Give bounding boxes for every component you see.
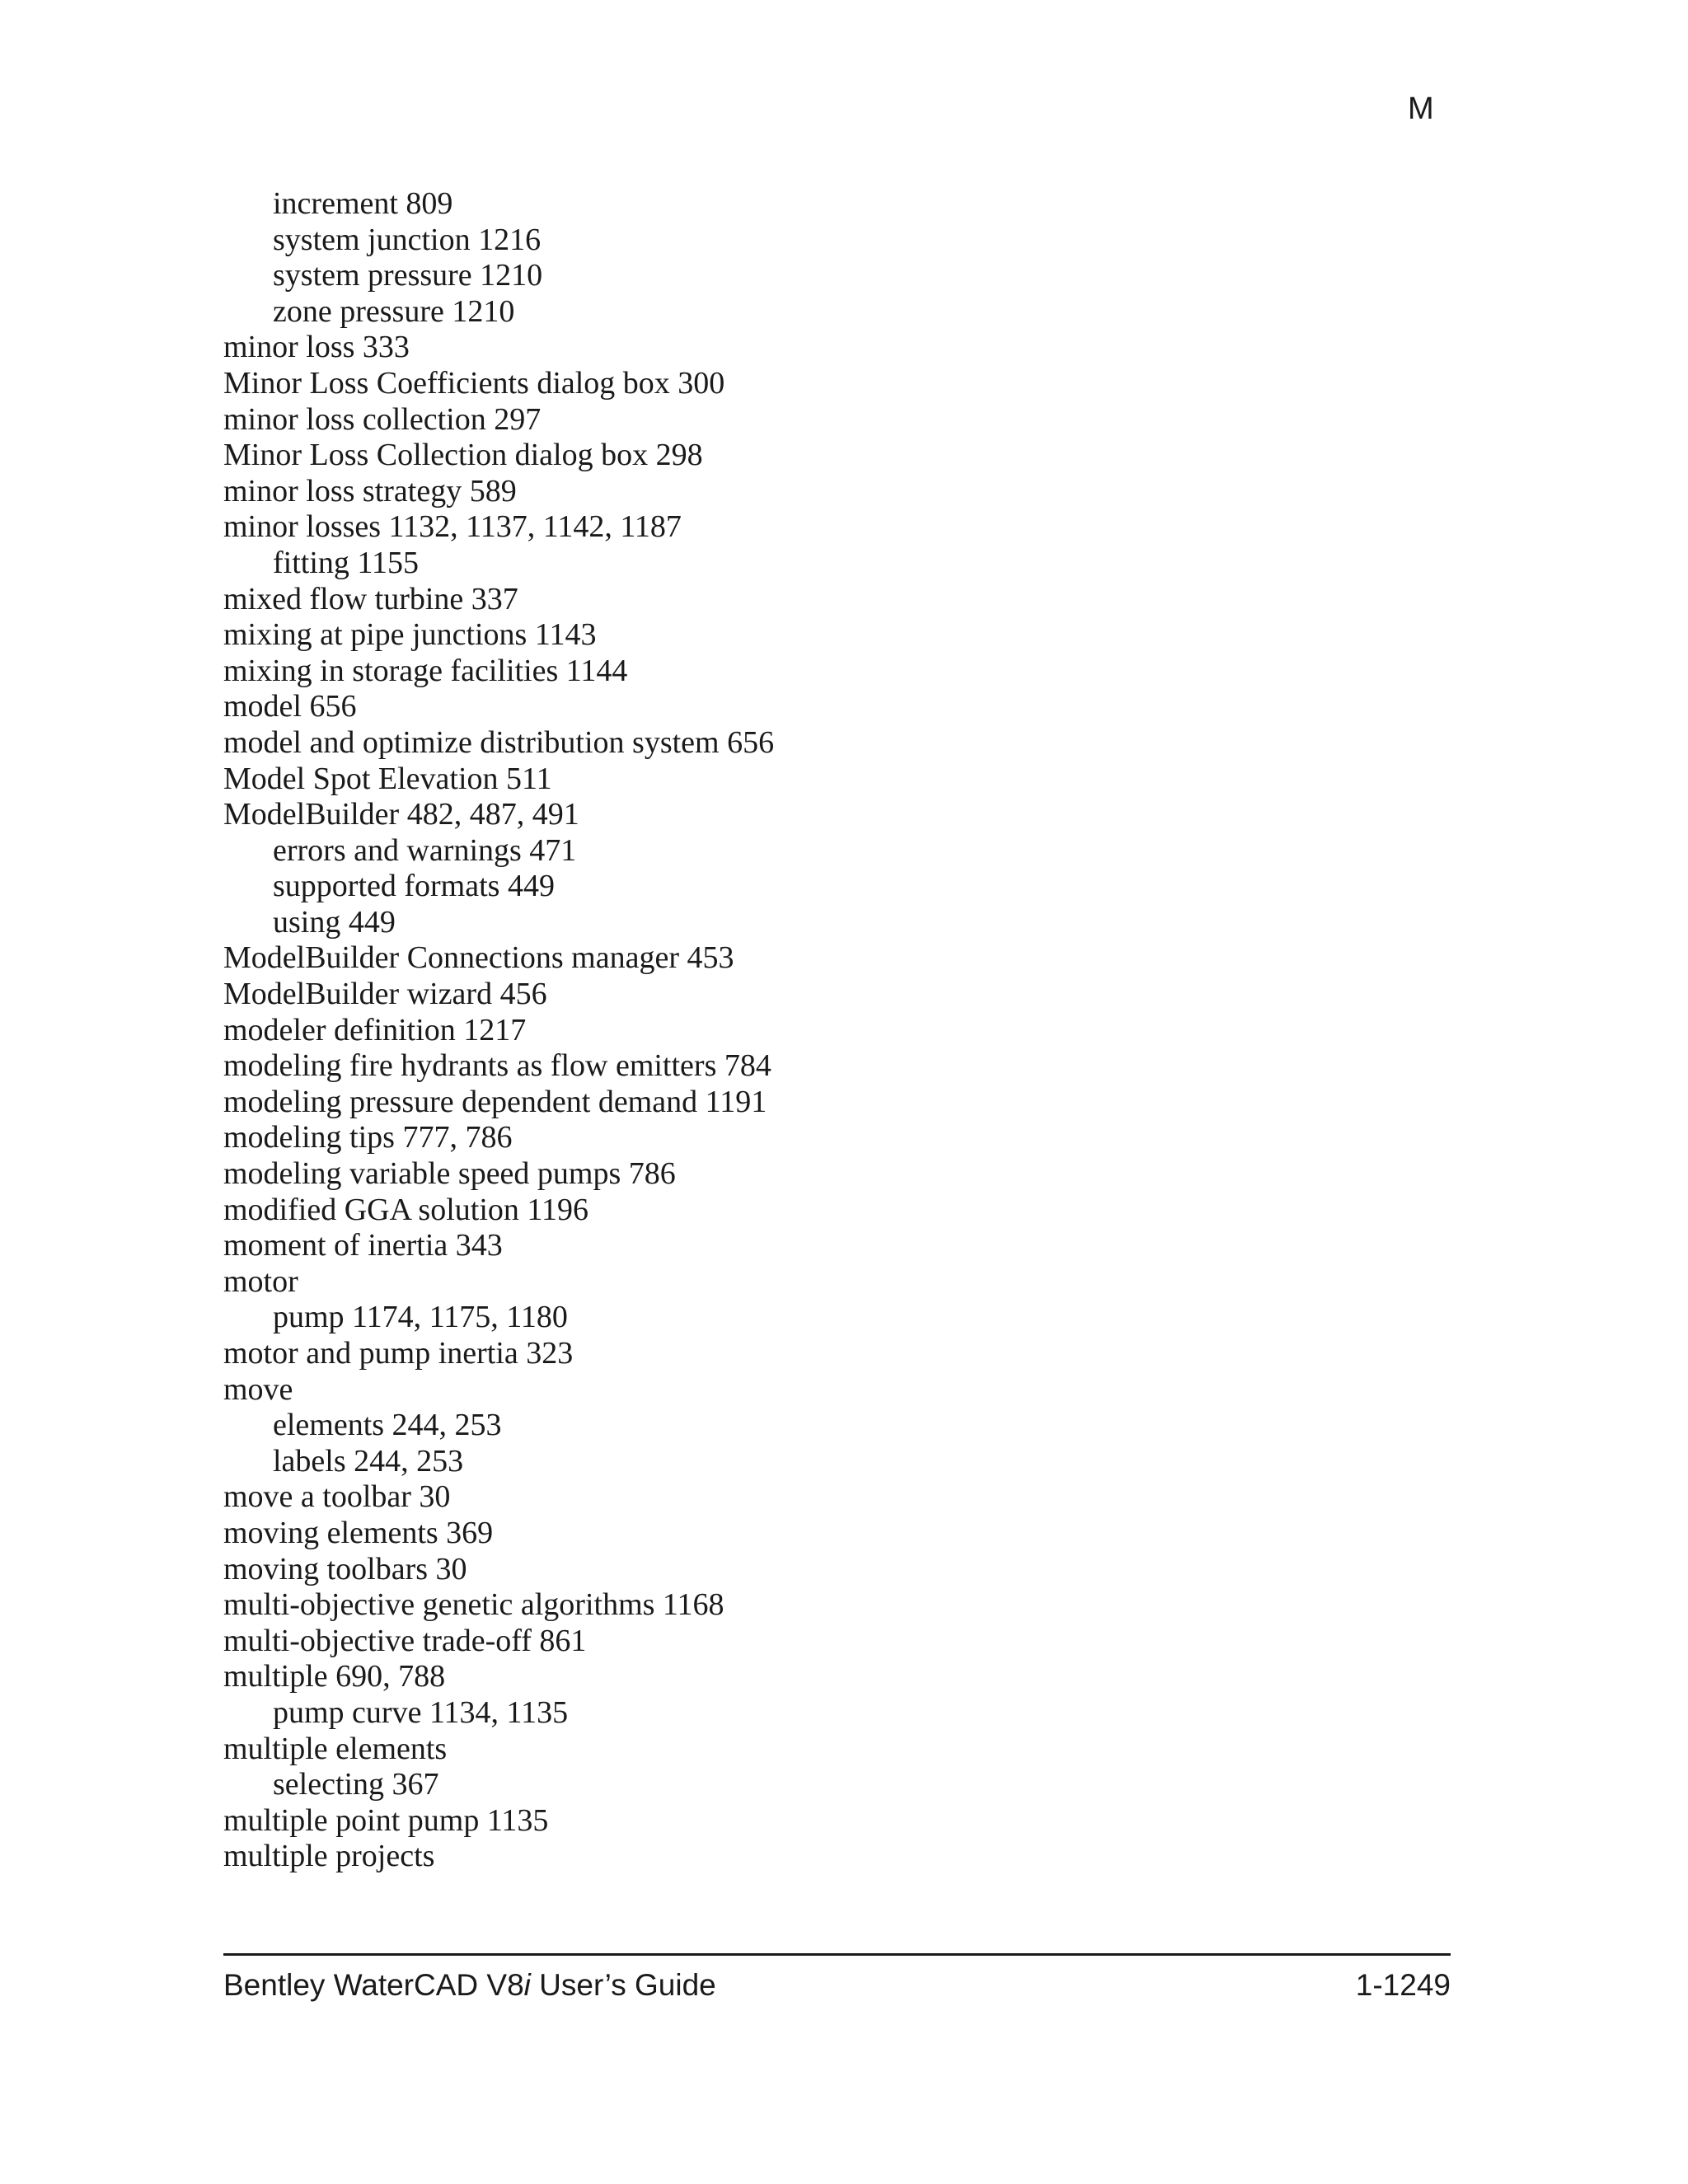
footer-title-prefix: Bentley WaterCAD V8 xyxy=(223,1968,524,2002)
index-subentry: supported formats 449 xyxy=(273,869,555,904)
index-subentry: pump curve 1134, 1135 xyxy=(273,1694,569,1730)
index-entry: multiple 690, 788 xyxy=(223,1659,446,1694)
index-entry: multi-objective genetic algorithms 1168 xyxy=(223,1587,724,1623)
index-entry: minor loss 333 xyxy=(223,330,410,365)
footer-title-italic: i xyxy=(523,1968,531,2002)
index-entry: modeler definition 1217 xyxy=(223,1012,527,1047)
index-entry: modified GGA solution 1196 xyxy=(223,1192,588,1227)
index-entry: modeling tips 777, 786 xyxy=(223,1120,513,1155)
index-subentry: pump 1174, 1175, 1180 xyxy=(273,1300,568,1335)
index-entry: minor loss collection 297 xyxy=(223,401,542,437)
index-subentry: system pressure 1210 xyxy=(273,258,543,293)
index-entry: moment of inertia 343 xyxy=(223,1228,503,1263)
index-entry: model and optimize distribution system 656 xyxy=(223,724,775,760)
index-entry: minor loss strategy 589 xyxy=(223,473,517,509)
index-entry: multiple point pump 1135 xyxy=(223,1802,549,1838)
index-entry: motor and pump inertia 323 xyxy=(223,1336,574,1371)
footer-title-suffix: User’s Guide xyxy=(530,1968,716,2002)
footer-divider xyxy=(223,1953,1451,1956)
index-entry: ModelBuilder Connections manager 453 xyxy=(223,940,734,976)
index-entry: motor xyxy=(223,1263,298,1299)
index-entry: move a toolbar 30 xyxy=(223,1479,451,1515)
index-entry: move xyxy=(223,1371,293,1407)
index-entry: ModelBuilder wizard 456 xyxy=(223,977,547,1012)
index-subentry: system junction 1216 xyxy=(273,222,542,257)
index-subentry: elements 244, 253 xyxy=(273,1408,502,1443)
index-entry: multiple projects xyxy=(223,1839,435,1874)
index-entry: moving toolbars 30 xyxy=(223,1551,467,1586)
index-entry: multiple elements xyxy=(223,1731,448,1766)
index-entry: modeling pressure dependent demand 1191 xyxy=(223,1084,767,1119)
index-subentry: labels 244, 253 xyxy=(273,1443,464,1479)
index-entry: modeling variable speed pumps 786 xyxy=(223,1156,676,1192)
index-entry: mixing in storage facilities 1144 xyxy=(223,653,628,688)
index-subentry: selecting 367 xyxy=(273,1767,439,1802)
footer-document-title xyxy=(223,1966,716,2004)
index-entry: model 656 xyxy=(223,689,357,724)
index-entry: Minor Loss Coefficients dialog box 300 xyxy=(223,365,725,401)
index-entry: multi-objective trade-off 861 xyxy=(223,1623,587,1658)
index-entry: mixed flow turbine 337 xyxy=(223,581,518,616)
index-entry: mixing at pipe junctions 1143 xyxy=(223,617,597,653)
index-entry: moving elements 369 xyxy=(223,1515,494,1550)
index-subentry: using 449 xyxy=(273,904,396,940)
index-entry: Model Spot Elevation 511 xyxy=(223,761,552,796)
index-subentry: fitting 1155 xyxy=(273,545,419,580)
index-list xyxy=(223,186,774,1875)
index-entry: modeling fire hydrants as flow emitters 784 xyxy=(223,1048,771,1084)
index-entry: ModelBuilder 482, 487, 491 xyxy=(223,797,579,832)
index-entry: minor losses 1132, 1137, 1142, 1187 xyxy=(223,509,682,545)
index-subentry: errors and warnings 471 xyxy=(273,832,577,868)
section-letter: M xyxy=(1408,91,1434,126)
index-subentry: increment 809 xyxy=(273,186,453,221)
page-number: 1-1249 xyxy=(1355,1968,1451,2002)
index-subentry: zone pressure 1210 xyxy=(273,293,515,329)
index-entry: Minor Loss Collection dialog box 298 xyxy=(223,438,703,473)
